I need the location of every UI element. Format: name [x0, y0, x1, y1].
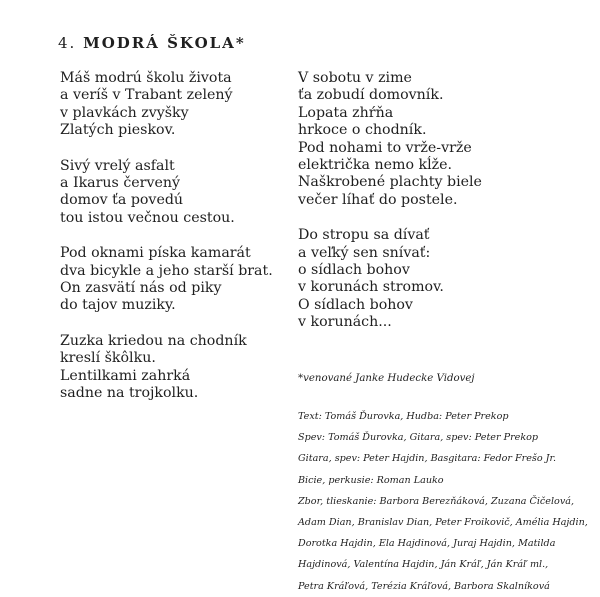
lyric-line: kreslí škôlku.	[60, 350, 156, 367]
lyric-line: Lopata zhŕňa	[298, 104, 394, 121]
stanza	[60, 245, 273, 315]
lyric-line: sadne na trojkolku.	[60, 385, 199, 402]
lyric-line: dva bicykle a jeho starší brat.	[60, 262, 273, 279]
lyrics-left-column	[60, 70, 273, 421]
lyric-line: Sivý vrelý asfalt	[60, 157, 175, 174]
lyric-line: Máš modrú školu života	[60, 70, 232, 86]
song-name: MODRÁ ŠKOLA*	[83, 34, 246, 52]
lyric-line: hrkoce o chodník.	[298, 122, 427, 139]
lyric-line: do tajov muziky.	[60, 297, 176, 314]
lyric-line: električka nemo kĺže.	[298, 157, 453, 174]
lyric-line: Do stropu sa dívať	[298, 227, 430, 244]
lyric-line: domov ťa povedú	[60, 192, 184, 209]
credit-line: Hajdinová, Valentína Hajdin, Ján Kráľ, Ján Kráľ ml.,	[298, 559, 549, 571]
credits-block	[298, 406, 588, 597]
credit-line: Dorotka Hajdin, Ela Hajdinová, Juraj Hajdin, Matilda	[298, 538, 556, 550]
credit-line: Petra Kráľová, Terézia Kráľová, Barbora Skalníková	[298, 580, 550, 592]
lyric-line: Pod nohami to vrže-vrže	[298, 139, 472, 156]
lyric-line: Pod oknami píska kamarát	[60, 245, 251, 262]
lyric-line: večer líhať do postele.	[298, 191, 458, 208]
credit-line: Adam Dian, Branislav Dian, Peter Froikovič, Amélia Hajdin,	[298, 517, 588, 529]
lyric-line: o sídlach bohov	[298, 262, 410, 279]
stanza	[60, 70, 273, 140]
lyric-line: a Ikarus červený	[60, 175, 181, 192]
stanza	[298, 227, 482, 331]
credit-line: Gitara, spev: Peter Hajdin, Basgitara: Fedor Frešo Jr.	[298, 453, 557, 465]
credit-line: Spev: Tomáš Ďurovka, Gitara, spev: Peter Prekop	[298, 432, 539, 444]
lyric-line: On zasvätí nás od piky	[60, 280, 222, 297]
lyric-line: Zuzka kriedou na chodník	[60, 332, 247, 349]
dedication-note: *venované Janke Hudecke Vidovej	[298, 373, 475, 384]
song-title	[58, 34, 246, 52]
lyric-line: a veľký sen snívať:	[298, 244, 431, 261]
lyric-line: v korunách stromov.	[298, 279, 444, 296]
credit-line: Bicie, perkusie: Roman Lauko	[298, 474, 444, 486]
lyric-line: a veríš v Trabant zelený	[60, 87, 233, 104]
credit-line: Text: Tomáš Ďurovka, Hudba: Peter Prekop	[298, 411, 509, 422]
stanza	[298, 70, 482, 209]
lyric-line: Lentilkami zahrká	[60, 367, 191, 384]
lyric-line: O sídlach bohov	[298, 296, 413, 313]
stanza	[60, 333, 273, 403]
lyric-line: v plavkách zvyšky	[60, 104, 189, 121]
lyric-line: v korunách...	[298, 314, 392, 331]
stanza	[60, 158, 273, 228]
lyric-line: Naškrobené plachty biele	[298, 174, 482, 191]
song-number: 4.	[58, 34, 77, 52]
lyric-line: V sobotu v zime	[298, 70, 412, 86]
credit-line: Zbor, tlieskanie: Barbora Berezňáková, Zuzana Čičelová,	[298, 495, 575, 507]
lyric-line: tou istou večnou cestou.	[60, 209, 235, 226]
lyrics-right-column	[298, 70, 482, 350]
lyric-line: ťa zobudí domovník.	[298, 87, 444, 104]
lyric-line: Zlatých pieskov.	[60, 122, 176, 139]
